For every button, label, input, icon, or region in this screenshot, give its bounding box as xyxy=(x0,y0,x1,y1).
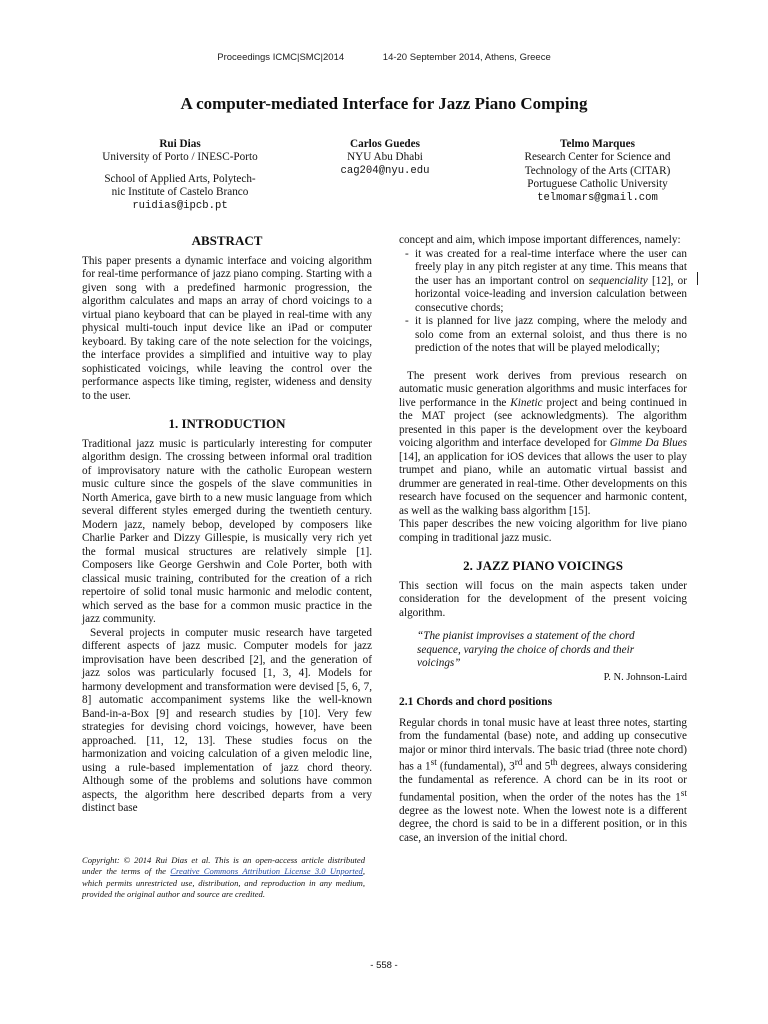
copyright-text: Copyright: © 2014 Rui Dias et al. This is an open-access article distributed under the terms of the xyxy=(82,855,365,877)
author-email[interactable]: ruidias@ipcb.pt xyxy=(132,199,228,212)
author-affiliation: NYU Abu Dhabi xyxy=(347,151,423,164)
license-link[interactable]: Creative Commons Attribution License 3.0 Unported xyxy=(170,866,363,877)
author-name: Carlos Guedes xyxy=(350,138,420,150)
list-item: - it is planned for live jazz comping, where the melody and solo come from an external soloist, and thus there is no prediction of the notes that will be played melodically; xyxy=(415,315,687,356)
differences-list xyxy=(399,248,687,356)
intro-heading: 1. INTRODUCTION xyxy=(168,416,286,431)
copyright-text: , which permits unrestricted use, distribution, and reproduction in any medium, provided the original author and source are credited. xyxy=(82,866,365,899)
section-2-heading: 2. JAZZ PIANO VOICINGS xyxy=(463,558,623,573)
author-email[interactable]: cag204@nyu.edu xyxy=(340,164,430,177)
epigraph-quote: “The pianist improvises a statement of the chord sequence, varying the choice of chords and their voicings” xyxy=(417,630,635,669)
author-3 xyxy=(495,138,700,205)
author-name: Rui Dias xyxy=(159,138,201,150)
left-column xyxy=(82,234,372,816)
intro-paragraph: Several projects in computer music research have targeted different aspects of jazz music. Computer models for jazz improvisation have been described [2], and the generation of jazz solos was particularly focused [1, 3, 4]. Models for harmony development and transformation were devised [5, 6, 7, 8] automatic accompaniment systems like the well-known Band-in-a-Box [9] and research studies by [10]. Very few strategies for devising chord voicings, however, have been approached. [11, 12, 13]. These studies focus on the harmonization and voicing calculation of a given melodic line, using a rule-based implementation of jazz chord theory. Although some of the problems and solutions have common aspects, the algorithm here described departs from a very distinct base xyxy=(82,626,372,814)
copyright-notice xyxy=(82,855,365,900)
text-cursor xyxy=(697,272,698,285)
author-2 xyxy=(305,138,465,178)
author-affiliation: University of Porto / INESC-Porto xyxy=(102,151,258,164)
author-affiliation: Technology of the Arts (CITAR) xyxy=(524,164,671,177)
conference-dates: 14-20 September 2014, Athens, Greece xyxy=(382,52,551,63)
body-paragraph: This section will focus on the main aspects taken under consideration for the development of the present voicing algorithm. xyxy=(399,579,687,619)
author-affiliation: Research Center for Science and xyxy=(524,151,671,164)
author-affiliation: School of Applied Arts, Polytech- xyxy=(104,172,256,185)
paper-title: A computer-mediated Interface for Jazz Piano Comping xyxy=(180,94,588,113)
proceedings-label: Proceedings ICMC|SMC|2014 xyxy=(217,52,345,63)
author-name: Telmo Marques xyxy=(560,138,635,150)
author-email[interactable]: telmomars@gmail.com xyxy=(537,191,658,204)
body-paragraph: Regular chords in tonal music have at least three notes, starting from the fundamental (base) note, and adding up consecutive major or minor third intervals. The basic triad (three note chord) has a 1st (fundamental), 3rd and 5th degrees, always considering the fundamental as reference. A chord can be in its root or fundamental position, when the order of the notes has the 1st degree as the lowest note. When the lowest note is a different degree, the chord is said to be in a different position, or in this case, an inversion of the initial chord. xyxy=(399,716,687,844)
epigraph-author: P. N. Johnson-Laird xyxy=(603,671,687,683)
subsection-heading: 2.1 Chords and chord positions xyxy=(399,696,553,708)
page-number: - 558 - xyxy=(370,960,398,971)
abstract-text: This paper presents a dynamic interface and voicing algorithm for real-time performance of jazz piano comping. Starting with a given song with a predefined harmonic progression, the algorithm calculates and maps an array of chord voicings to a virtual piano keyboard that can be played in real-time with any physical multi-touch input device like an iPad or computer keyboard. By taking care of the note selection for the voicings, the interface provides a simplified and intuitive way to play sophisticated voicings, while leaving the control over the performance aspects like timing, register, wideness and density to the user. xyxy=(82,254,372,402)
body-paragraph: This paper describes the new voicing algorithm for live piano comping in traditional jazz music. xyxy=(399,518,687,544)
abstract-heading: ABSTRACT xyxy=(191,233,263,248)
right-column xyxy=(399,234,687,845)
continued-paragraph: concept and aim, which impose important differences, namely: xyxy=(399,234,681,246)
intro-paragraph: Traditional jazz music is particularly interesting for computer algorithm design. The crossing between informal oral tradition of improvisatory nature with the catholic European western music culture since the gospels of the slave communities in North America, gave birth to a new music language from which several different styles emerged during the twentieth century. Modern jazz, namely bebop, developed by composers like Charlie Parker and Dizzy Gillespie, is musically very rich yet the formal musical structures are relatively simple [1]. Composers like George Gershwin and Cole Porter, both with classical music training, contributed for the creation of a rich repertoire of solid tonal music harmonic and melodic content, which served as the base for a common music practice in the jazz community. xyxy=(82,437,372,625)
body-paragraph: The present work derives from previous research on automatic music generation algorithms and music interfaces for live performance in the Kinetic project and being continued in the MAT project (see acknowledgments). The algorithm presented in this paper is the development over the keyboard voicing algorithm and interface developed for Gimme Da Blues [14], an application for iOS devices that allows the user to play trumpet and piano, while an automatic virtual bassist and drummer are generated in real-time. Other developments on this research have focused on the sequencer and harmonic content, as well as the walking bass algorithm [15]. xyxy=(399,369,687,517)
list-item: - it was created for a real-time interface where the user can freely play in any pitch register at any time. This means that the user has an important control on sequenciality [12], or horizontal voice-leading and inversion calculation between consecutive chords; xyxy=(415,248,687,316)
running-header xyxy=(0,52,768,63)
author-1 xyxy=(75,138,285,213)
author-affiliation: nic Institute of Castelo Branco xyxy=(111,186,249,199)
author-affiliation: Portuguese Catholic University xyxy=(527,178,668,191)
